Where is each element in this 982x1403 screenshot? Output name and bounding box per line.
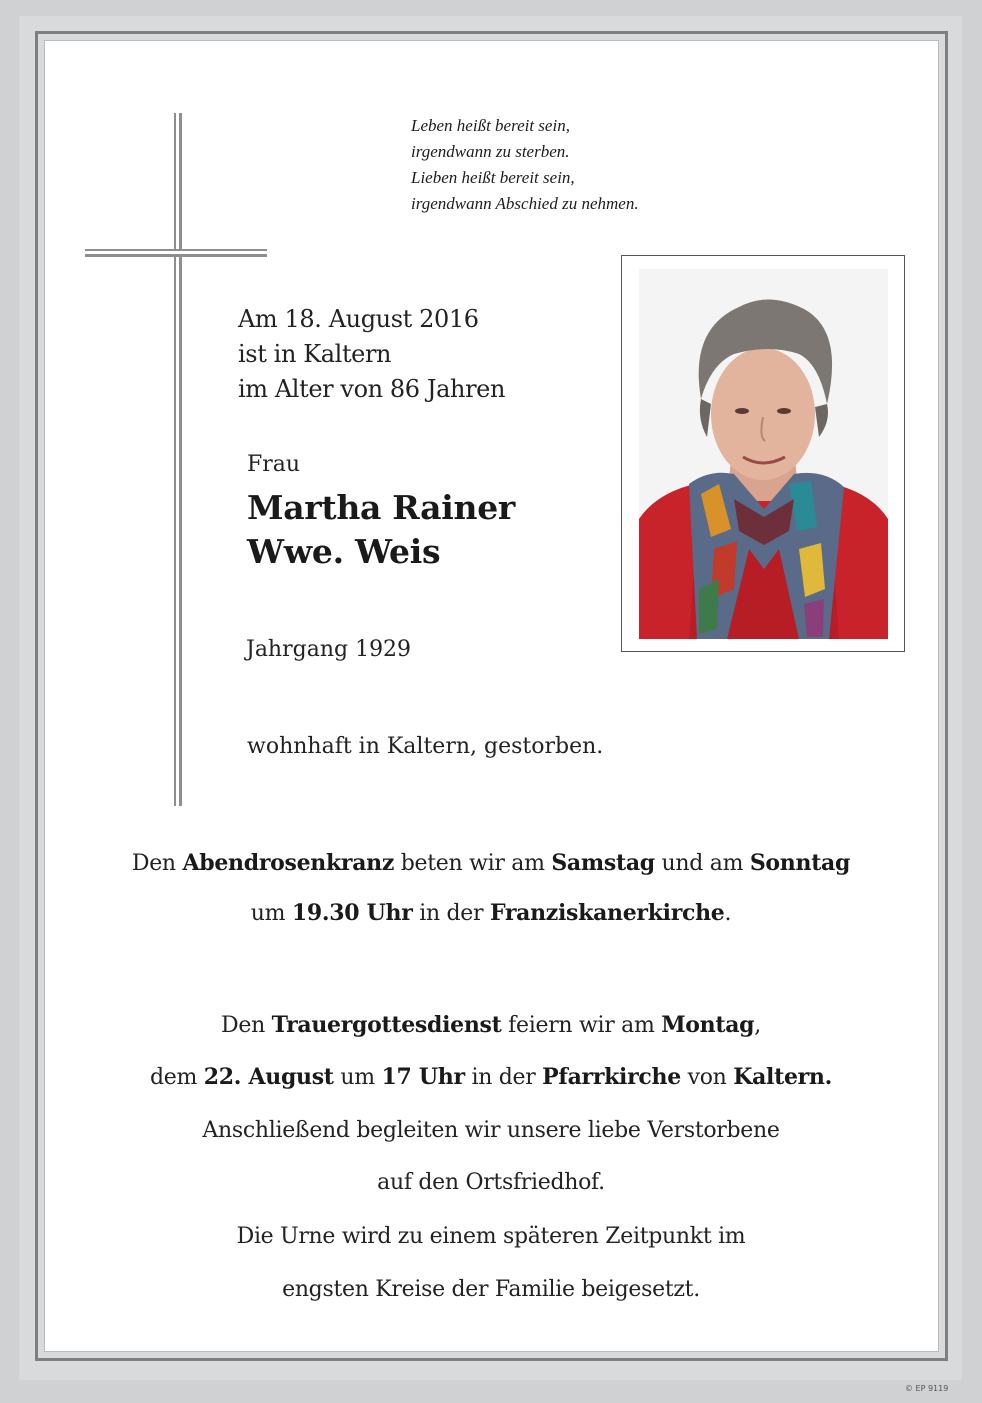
poem-line: irgendwann Abschied zu nehmen. [411,194,639,213]
text-run: in der [464,1065,543,1090]
death-line: ist in Kaltern [238,340,392,368]
portrait-illustration [639,269,888,639]
name-line-2: Wwe. Weis [247,532,441,571]
text-run-bold: 22. August [203,1064,334,1090]
text-run-bold: Kaltern. [733,1064,832,1090]
text-run: Den [221,1013,272,1038]
deceased-name [247,486,515,574]
text-run: . [724,901,732,926]
text-run: und am [654,851,750,876]
text-run-bold: Trauergottesdienst [271,1012,502,1038]
text-run-bold: Montag [661,1012,755,1038]
text-run-bold: Sonntag [749,850,851,876]
text-run: um [333,1065,382,1090]
text-run: Den [131,851,183,876]
text-run-bold: Samstag [551,850,655,876]
poem-line: Lieben heißt bereit sein, [411,168,575,187]
residence-line: wohnhaft in Kaltern, gestorben. [247,734,604,759]
rosary-line-2 [60,900,922,926]
year-of-birth: Jahrgang 1929 [246,637,412,662]
portrait-photo [639,269,888,639]
salutation: Frau [247,452,301,477]
text-run: um [250,901,292,926]
funeral-line-5: Die Urne wird zu einem späteren Zeitpunkt im [236,1224,746,1249]
death-line: im Alter von 86 Jahren [238,375,506,403]
text-run: dem [149,1065,204,1090]
poem-line: irgendwann zu sterben. [411,142,570,161]
text-run-bold: 19.30 Uhr [291,900,413,926]
text-run-bold: 17 Uhr [381,1064,465,1090]
cross-icon-horizontal [85,249,267,257]
funeral-line-3: Anschließend begleiten wir unsere liebe Verstorbene [202,1118,780,1143]
text-run: feiern wir am [501,1013,662,1038]
rosary-line-1 [60,850,922,876]
cross-icon-vertical [174,113,182,806]
funeral-line-4: auf den Ortsfriedhof. [377,1170,605,1195]
name-line-1: Martha Rainer [247,488,515,527]
text-run-bold: Abendrosenkranz [182,850,395,876]
poem [411,113,831,217]
funeral-line-6: engsten Kreise der Familie beigesetzt. [282,1277,700,1302]
text-run-bold: Pfarrkirche [542,1064,681,1090]
poem-line: Leben heißt bereit sein, [411,116,570,135]
text-run: , [754,1013,761,1038]
text-run: von [680,1065,734,1090]
funeral-line-2 [60,1064,922,1090]
funeral-line-1 [60,1012,922,1038]
text-run: beten wir am [394,851,552,876]
text-run-bold: Franziskanerkirche [489,900,725,926]
death-notice [238,302,505,407]
print-code: © EP 9119 [905,1384,949,1393]
text-run: in der [412,901,490,926]
death-line: Am 18. August 2016 [238,305,479,333]
